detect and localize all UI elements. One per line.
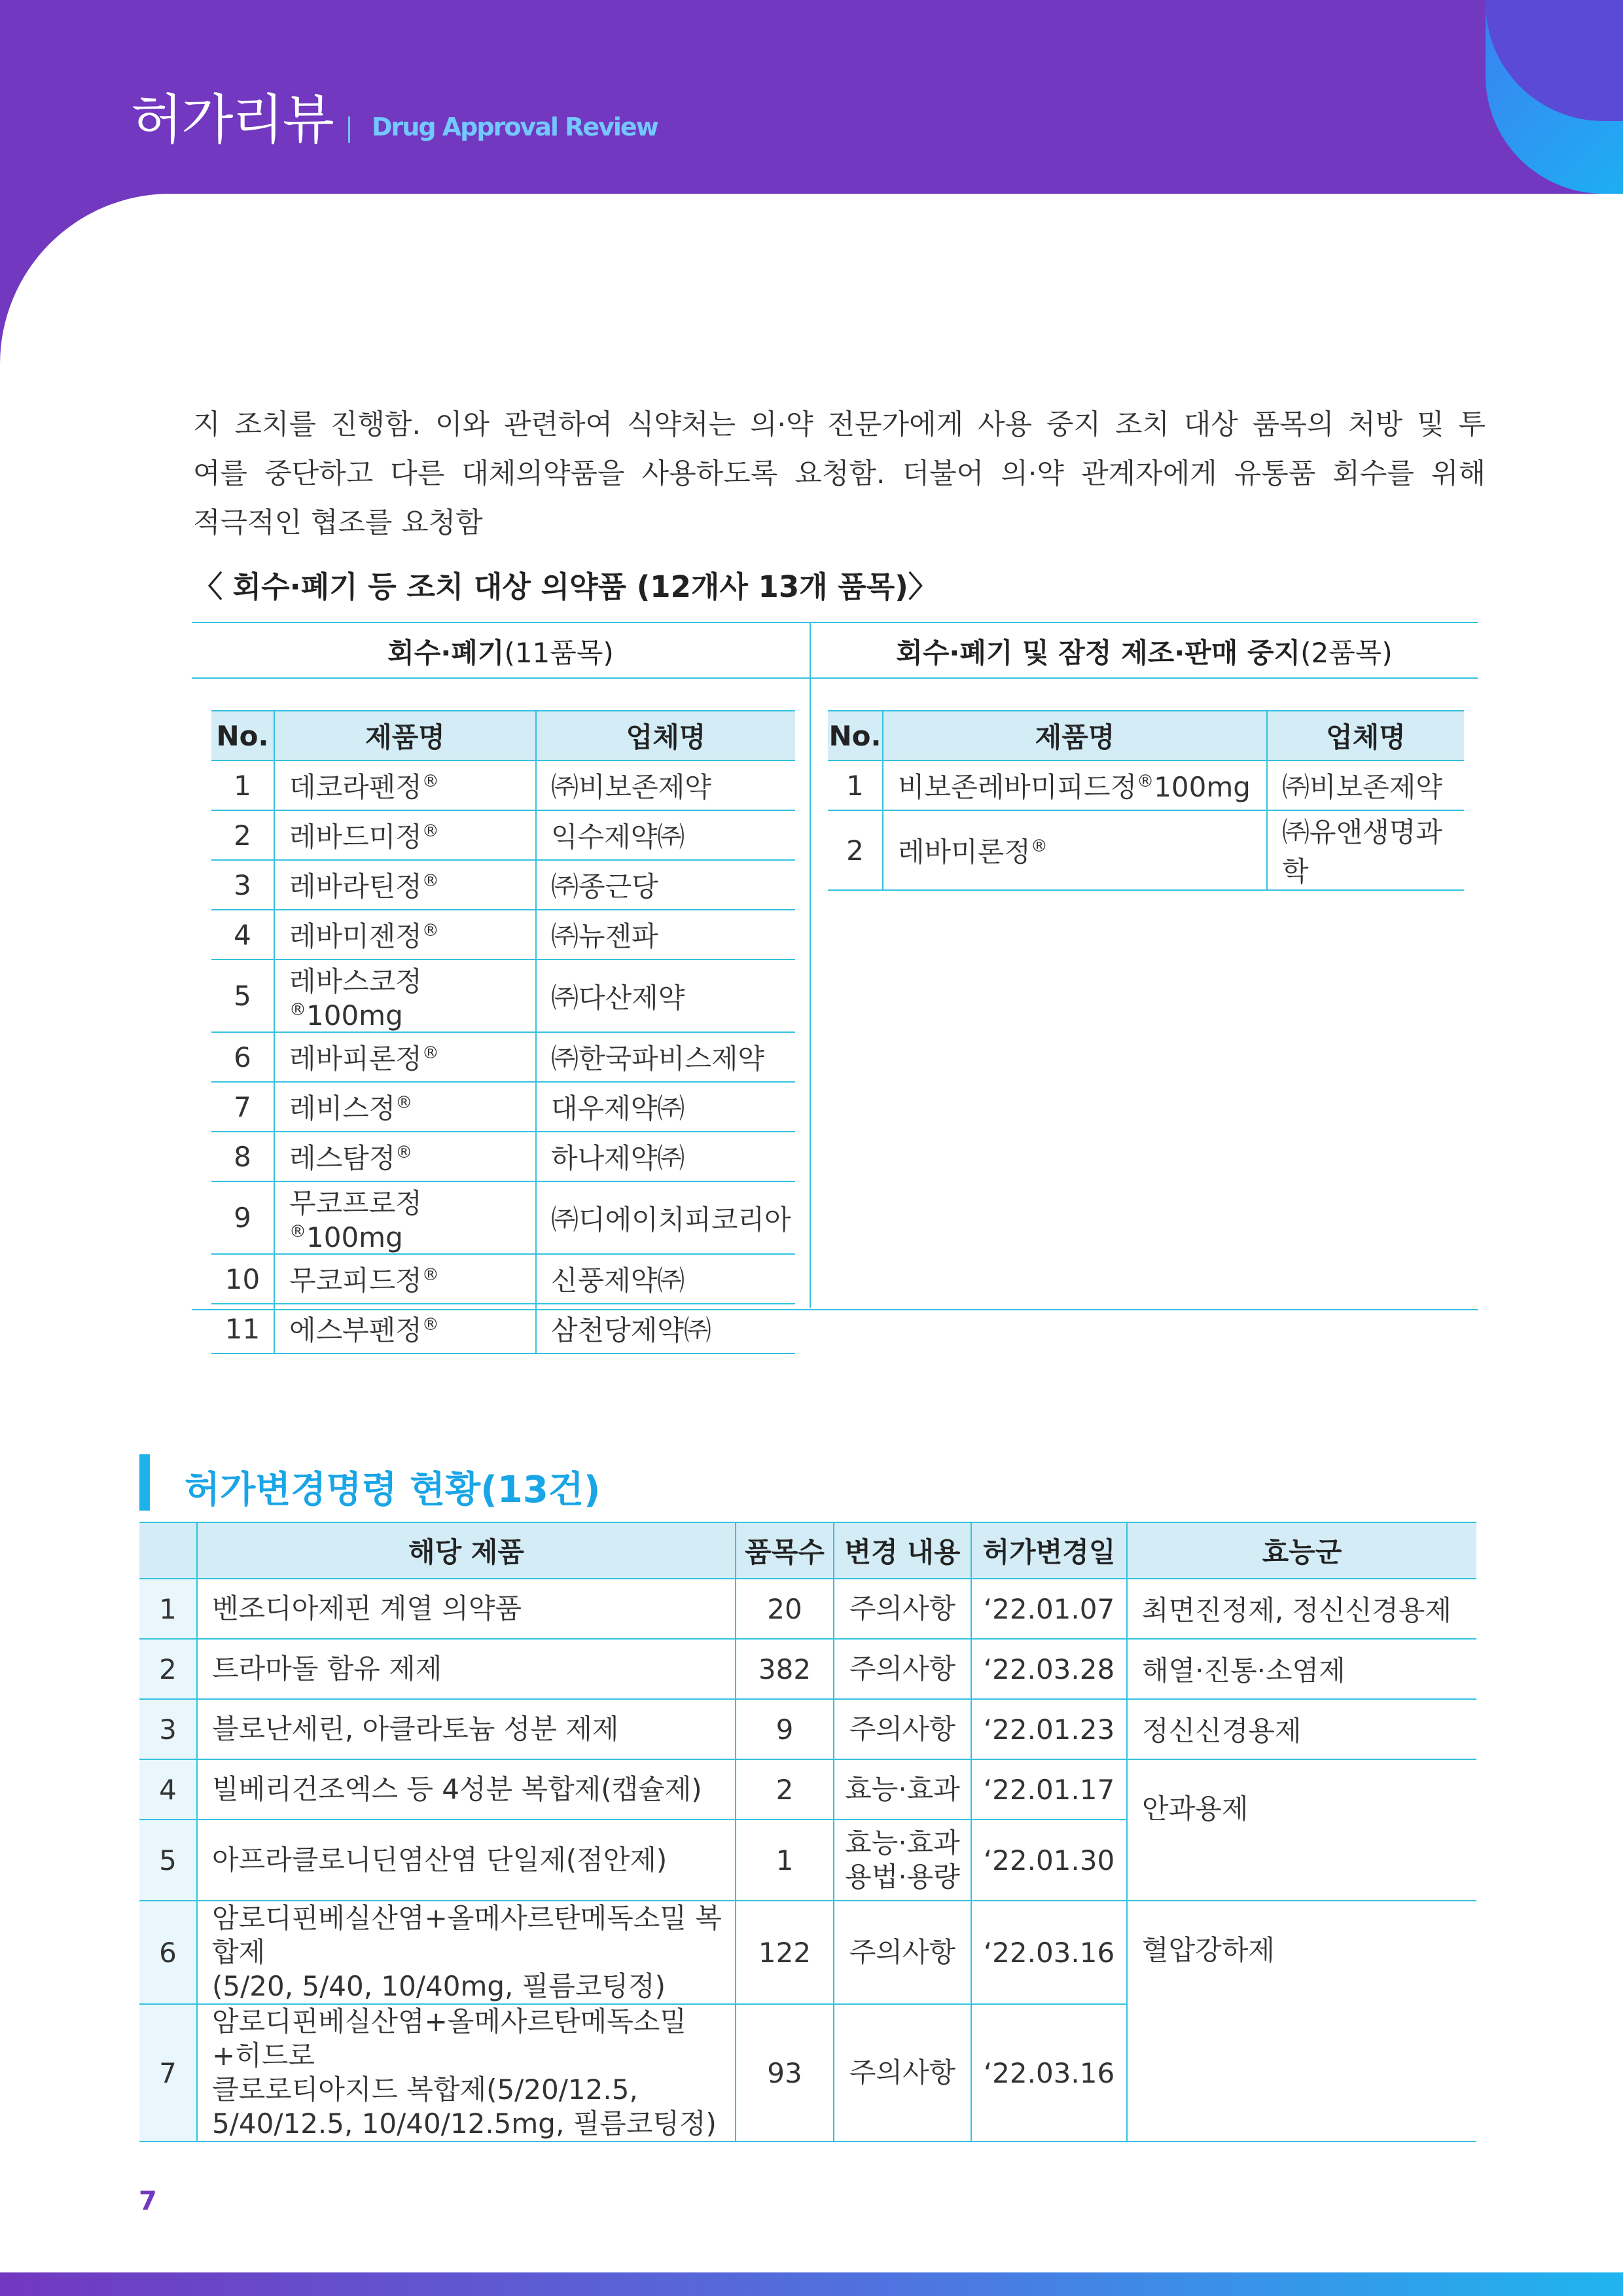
title-separator — [348, 117, 350, 143]
registered-mark: ® — [289, 1222, 306, 1242]
item-count: 1 — [736, 1820, 834, 1901]
col-date: 허가변경일 — [971, 1522, 1127, 1579]
product-line: 빌베리건조엑스 등 4성분 복합제(캡슐제) — [212, 1773, 702, 1805]
table-row — [211, 1304, 795, 1354]
product-name-text: 레바미론정 — [898, 836, 1031, 868]
col-product: 제품명 — [274, 711, 536, 761]
recall-heading: 〈 회수·폐기 등 조치 대상 의약품 (12개사 13개 품목)〉 — [193, 569, 938, 604]
item-count: 93 — [736, 2004, 834, 2142]
row-number: 6 — [211, 1032, 274, 1082]
product-cell — [197, 1820, 736, 1901]
drug-class: 해열·진통·소염제 — [1127, 1639, 1476, 1699]
registered-mark: ® — [421, 871, 439, 891]
product-name — [883, 761, 1267, 810]
item-count: 2 — [736, 1759, 834, 1820]
recall-left-title: 회수·폐기(11품목) — [387, 637, 614, 669]
row-number: 2 — [139, 1639, 197, 1699]
product-cell — [197, 1901, 736, 2004]
product-name — [274, 1254, 536, 1304]
col-company: 업체명 — [1267, 711, 1464, 761]
row-number: 10 — [211, 1254, 274, 1304]
registered-mark: ® — [1030, 836, 1048, 856]
product-name-text: 레비스정 — [289, 1092, 396, 1124]
row-number: 7 — [139, 2004, 197, 2142]
table-row — [211, 860, 795, 910]
product-name-text: 레바미젠정 — [289, 920, 422, 952]
product-line: 암로디핀베실산염+올메사르탄메독소밀+히드로 — [212, 2005, 687, 2072]
company-name: 하나제약㈜ — [536, 1132, 795, 1181]
product-dose: 100mg — [1154, 771, 1251, 803]
drug-class: 최면진정제, 정신신경용제 — [1127, 1579, 1476, 1639]
product-line: 5/40/12.5, 10/40/12.5mg, 필름코팅정) — [212, 2108, 717, 2140]
company-name: ㈜한국파비스제약 — [536, 1032, 795, 1082]
change-cell — [834, 1901, 971, 2004]
item-count: 9 — [736, 1699, 834, 1759]
recall-right-title: 회수·폐기 및 잠정 제조·판매 중지(2품목) — [896, 637, 1393, 669]
col-count: 품목수 — [736, 1522, 834, 1579]
col-change: 변경 내용 — [834, 1522, 971, 1579]
product-line: 아프라클로니딘염산염 단일제(점안제) — [212, 1844, 668, 1876]
drug-class: 혈압강하제 — [1127, 1901, 1476, 2142]
row-number: 3 — [139, 1699, 197, 1759]
row-number: 2 — [828, 810, 883, 890]
table-row — [828, 761, 1464, 810]
product-line: (5/20, 5/40, 10/40mg, 필름코팅정) — [212, 1970, 666, 2002]
row-number: 1 — [828, 761, 883, 810]
change-line: 효능·효과 — [845, 1773, 960, 1805]
company-name: ㈜뉴젠파 — [536, 910, 795, 960]
change-line: 주의사항 — [849, 2056, 956, 2089]
product-dose: 100mg — [306, 999, 403, 1031]
product-name-text: 비보존레바미피드정 — [898, 771, 1137, 803]
footer-band — [0, 2272, 1623, 2296]
drug-class: 정신신경용제 — [1127, 1699, 1476, 1759]
change-date: ‘22.03.16 — [971, 2004, 1127, 2142]
row-number: 5 — [139, 1820, 197, 1901]
company-name: 삼천당제약㈜ — [536, 1304, 795, 1354]
intro-line-1: 지 조치를 진행함. 이와 관련하여 식약처는 의·약 전문가에게 사용 중지 조치 대상 품목의 처방 및 투 — [193, 408, 1486, 441]
product-cell — [197, 1639, 736, 1699]
row-number: 3 — [211, 860, 274, 910]
product-name-text: 에스부펜정 — [289, 1314, 422, 1346]
row-number: 1 — [139, 1579, 197, 1639]
product-name — [274, 860, 536, 910]
product-name-text: 레바스코정 — [289, 965, 422, 997]
row-number: 8 — [211, 1132, 274, 1181]
product-line: 암로디핀베실산염+올메사르탄메독소밀 복합제 — [212, 1902, 722, 1968]
registered-mark: ® — [421, 1265, 439, 1285]
table-row — [139, 1639, 1476, 1699]
col-no: No. — [828, 711, 883, 761]
recall-divider — [810, 622, 811, 1308]
page-number: 7 — [139, 2186, 157, 2216]
section-marker — [139, 1454, 150, 1511]
item-count: 382 — [736, 1639, 834, 1699]
table-row — [139, 1901, 1476, 2004]
change-date: ‘22.01.17 — [971, 1759, 1127, 1820]
table-row — [139, 1699, 1476, 1759]
change-line: 주의사항 — [849, 1653, 956, 1685]
table-row — [211, 1132, 795, 1181]
company-name: 익수제약㈜ — [536, 810, 795, 860]
product-cell — [197, 1699, 736, 1759]
change-cell — [834, 1820, 971, 1901]
registered-mark: ® — [421, 1315, 439, 1335]
company-name: ㈜디에이치피코리아 — [536, 1181, 795, 1254]
change-date: ‘22.01.30 — [971, 1820, 1127, 1901]
col-company: 업체명 — [536, 711, 795, 761]
product-name — [274, 1082, 536, 1132]
section-title: 허가리뷰 — [131, 89, 333, 151]
registered-mark: ® — [395, 1093, 413, 1113]
intro-line-2: 여를 중단하고 다른 대체의약품을 사용하도록 요청함. 더불어 의·약 관계자에게 유통품 회수를 위해 — [193, 457, 1486, 490]
row-number: 4 — [139, 1759, 197, 1820]
product-name-text: 무코프로정 — [289, 1187, 422, 1219]
product-name — [274, 810, 536, 860]
table-row — [211, 1082, 795, 1132]
change-line: 주의사항 — [849, 1592, 956, 1624]
company-name: ㈜비보존제약 — [1267, 761, 1464, 810]
item-count: 20 — [736, 1579, 834, 1639]
product-name — [274, 1032, 536, 1082]
registered-mark: ® — [1137, 772, 1154, 791]
product-name-text: 레바피론정 — [289, 1043, 422, 1075]
product-line: 클로로티아지드 복합제(5/20/12.5, — [212, 2073, 638, 2106]
change-line: 용법·용량 — [845, 1861, 960, 1893]
row-number: 4 — [211, 910, 274, 960]
product-name — [274, 960, 536, 1032]
row-number: 5 — [211, 960, 274, 1032]
product-name-text: 레스탐정 — [289, 1142, 396, 1174]
change-orders-title: 허가변경명령 현황(13건) — [185, 1469, 601, 1511]
col-no: No. — [211, 711, 274, 761]
section-subtitle: Drug Approval Review — [372, 113, 658, 141]
change-date: ‘22.03.28 — [971, 1639, 1127, 1699]
registered-mark: ® — [421, 821, 439, 841]
change-cell — [834, 1759, 971, 1820]
col-product: 해당 제품 — [197, 1522, 736, 1579]
product-name-text: 레바드미정 — [289, 821, 422, 853]
row-number: 9 — [211, 1181, 274, 1254]
table-row — [211, 761, 795, 810]
table-row — [211, 960, 795, 1032]
product-name — [274, 1304, 536, 1354]
row-number: 1 — [211, 761, 274, 810]
product-line: 트라마돌 함유 제제 — [212, 1653, 442, 1685]
registered-mark: ® — [421, 1043, 439, 1063]
company-name: ㈜다산제약 — [536, 960, 795, 1032]
row-number: 7 — [211, 1082, 274, 1132]
change-cell — [834, 1699, 971, 1759]
change-date: ‘22.03.16 — [971, 1901, 1127, 2004]
product-cell — [197, 1579, 736, 1639]
product-name-text: 데코라펜정 — [289, 771, 422, 803]
row-number: 6 — [139, 1901, 197, 2004]
change-cell — [834, 2004, 971, 2142]
product-cell — [197, 1759, 736, 1820]
change-cell — [834, 1639, 971, 1699]
table-row — [139, 1579, 1476, 1639]
product-line: 블로난세린, 아클라토늄 성분 제제 — [212, 1713, 619, 1745]
col-no — [139, 1522, 197, 1579]
table-row — [211, 1032, 795, 1082]
change-line: 효능·효과 — [845, 1827, 960, 1859]
col-class: 효능군 — [1127, 1522, 1476, 1579]
table-row — [211, 810, 795, 860]
change-line: 주의사항 — [849, 1936, 956, 1968]
change-date: ‘22.01.23 — [971, 1699, 1127, 1759]
table-row — [139, 1759, 1476, 1820]
item-count: 122 — [736, 1901, 834, 2004]
product-name-text: 레바라틴정 — [289, 870, 422, 903]
registered-mark: ® — [421, 772, 439, 791]
product-name — [274, 761, 536, 810]
table-row — [211, 1181, 795, 1254]
company-name: ㈜유앤생명과학 — [1267, 810, 1464, 890]
change-line: 주의사항 — [849, 1713, 956, 1745]
product-cell — [197, 2004, 736, 2142]
change-cell — [834, 1579, 971, 1639]
row-number: 2 — [211, 810, 274, 860]
recall-table-right — [828, 710, 1464, 891]
row-number: 11 — [211, 1304, 274, 1354]
registered-mark: ® — [289, 1000, 306, 1020]
registered-mark: ® — [421, 921, 439, 941]
company-name: 신풍제약㈜ — [536, 1254, 795, 1304]
registered-mark: ® — [395, 1143, 413, 1162]
table-row — [211, 1254, 795, 1304]
product-dose: 100mg — [306, 1221, 403, 1253]
recall-table-left — [211, 710, 795, 1354]
table-row — [828, 810, 1464, 890]
recall-header-line — [192, 677, 1478, 679]
product-name — [274, 1181, 536, 1254]
col-product: 제품명 — [883, 711, 1267, 761]
company-name: ㈜종근당 — [536, 860, 795, 910]
change-orders-table — [139, 1522, 1476, 2142]
drug-class: 안과용제 — [1127, 1759, 1476, 1901]
company-name: 대우제약㈜ — [536, 1082, 795, 1132]
product-name-text: 무코피드정 — [289, 1265, 422, 1297]
intro-line-3: 적극적인 협조를 요청함 — [193, 507, 483, 539]
product-name — [274, 910, 536, 960]
company-name: ㈜비보존제약 — [536, 761, 795, 810]
product-name — [274, 1132, 536, 1181]
table-row — [211, 910, 795, 960]
product-line: 벤조디아제핀 계열 의약품 — [212, 1592, 522, 1624]
change-date: ‘22.01.07 — [971, 1579, 1127, 1639]
product-name — [883, 810, 1267, 890]
